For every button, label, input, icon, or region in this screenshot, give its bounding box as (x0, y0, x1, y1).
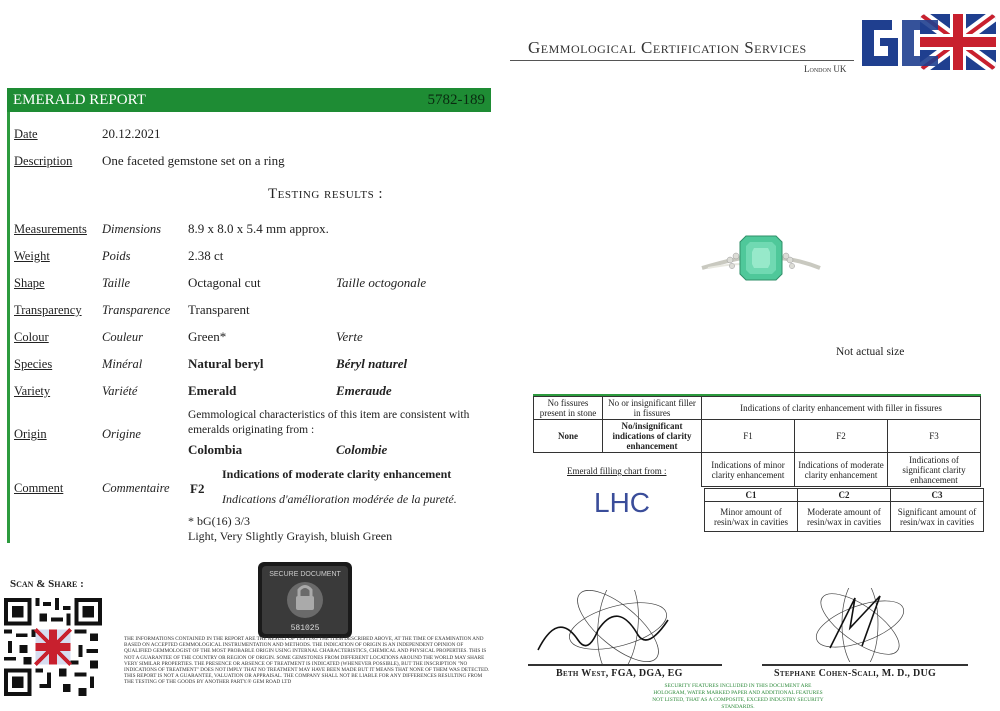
header-indications: Indications of clarity enhancement with filler in fissures (702, 397, 981, 420)
row-value: Natural beryl (188, 356, 264, 371)
scan-share-label: Scan & Share : (10, 578, 84, 590)
hologram-text: SECURE DOCUMENT (269, 571, 341, 578)
row-value: 2.38 ct (188, 248, 224, 263)
row-value-fr: Emeraude (336, 383, 392, 398)
report-number: 5782-189 (427, 92, 485, 108)
row-label: Species (14, 357, 53, 371)
row-value-fr: Taille octogonale (336, 275, 427, 290)
cell-f1: F1 (702, 420, 795, 453)
cell-f2: F2 (795, 420, 888, 453)
emerald-ring-photo (700, 228, 822, 288)
comment-code: F2 (190, 481, 205, 496)
color-description: Light, Very Slightly Grayish, bluish Green (188, 529, 393, 543)
signature-line-right (762, 664, 968, 666)
header-insignificant-filler: No or insignificant filler in fissures (603, 397, 702, 420)
comment-label-fr: Commentaire (102, 481, 170, 495)
cell-c1-desc: Minor amount of resin/wax in cavities (705, 502, 798, 532)
signature-left (528, 590, 698, 664)
row-label-fr: Taille (102, 276, 131, 290)
testing-results-heading: Testing results : (268, 186, 384, 202)
cell-c1: C1 (705, 489, 798, 502)
origin-label: Origin (14, 427, 47, 441)
description-value: One faceted gemstone set on a ring (102, 153, 285, 168)
cell-c3-desc: Significant amount of resin/wax in cavities (891, 502, 984, 532)
row-label: Colour (14, 330, 49, 344)
lhc-logo (590, 484, 650, 518)
security-hologram (258, 562, 352, 638)
row-label-fr: Transparence (102, 303, 171, 317)
cell-c2-desc: Moderate amount of resin/wax in cavities (798, 502, 891, 532)
image-caption: Not actual size (836, 346, 905, 358)
cell-f3-desc: Indications of significant clarity enhancement (888, 453, 981, 487)
cell-f3: F3 (888, 420, 981, 453)
row-value: Emerald (188, 383, 237, 398)
date-label: Date (14, 127, 38, 141)
row-value: Green* (188, 329, 227, 344)
cell-c2: C2 (798, 489, 891, 502)
hologram-number: 581025 (290, 624, 320, 633)
row-label-fr: Couleur (102, 330, 143, 344)
cavity-table (704, 488, 984, 532)
cell-none: None (534, 420, 603, 453)
origin-label-fr: Origine (102, 427, 141, 441)
comment-text: Indications of moderate clarity enhancement (222, 467, 452, 481)
lhc-logo-text: LHC (594, 487, 650, 518)
row-value-fr: Béryl naturel (336, 356, 408, 371)
qr-code[interactable] (4, 598, 102, 696)
row-label: Variety (14, 384, 51, 398)
legal-disclaimer: THE INFORMATIONS CONTAINED IN THE REPORT ARE THE RESULT OF TESTING THE ITEM DESCRIBED ABOVE, AT THE TIME OF EXAMINATION AND BASED ON ACCEPTED GEMMOLOGICAL INSTRUMENTATION AND METHODS. THE INDICATION OF ORIGIN IS AN INDEPENDENT OPINION OF QUALIFIED GEMMOLOGIST OF THE MOST PROBABLE ORIGIN USING INTERNAL CHARACTERISTICS, CHEMICAL AND PHYSICAL PROPERTIES. THIS IS NOT A GUARANTEE OF THE COUNTRY OR REGION OF ORIGIN. SOME GEMSTONES FROM DIFFERENT LOCATIONS AROUND THE WORLD MAY SHARE VERY SIMILAR PROPERTIES. THE PRESENCE OR ABSENCE OF TREATMENT IS INDICATED (WHENEVER POSSIBLE), BUT THE INSCRIPTION "NO INDICATIONS OF TREATMENT" DOES NOT IMPLY THAT NO TREATMENT MAY HAVE BEEN MADE BUT IT MEANS THAT NONE OF THEM WAS DETECTED. THIS REPORT IS NOT A GUARANTEE, VALUATION OR APPRAISAL. THE COMPANY SHALL NOT BE LIABLE FOR ANY DIFFERENCES RESULTING FROM THE TESTING OF THE GOODS BY ANOTHER PARTY.® GEM ROAD LTD (124, 636, 490, 686)
color-code: * bG(16) 3/3 (188, 514, 250, 528)
company-location: London UK (804, 64, 847, 74)
row-label-fr: Poids (102, 249, 131, 263)
row-label-fr: Variété (102, 384, 138, 398)
company-title: Gemmological Certification Services (528, 38, 807, 57)
header-no-fissures: No fissures present in stone (534, 397, 603, 420)
signature-line-left (528, 664, 722, 666)
filling-chart-label: Emerald filling chart from : (567, 466, 667, 476)
signatory-right: Stephane Cohen-Scali, M. D., DUG (774, 668, 937, 679)
row-label: Measurements (14, 222, 87, 236)
row-label: Shape (14, 276, 45, 290)
row-value-fr: Verte (336, 329, 363, 344)
description-label: Description (14, 154, 73, 168)
row-value: 8.9 x 8.0 x 5.4 mm approx. (188, 221, 329, 236)
cell-f2-desc: Indications of moderate clarity enhancement (795, 453, 888, 487)
row-label: Transparency (14, 303, 82, 317)
cell-c3: C3 (891, 489, 984, 502)
date-value: 20.12.2021 (102, 126, 161, 141)
header-divider (510, 60, 854, 61)
security-note: SECURITY FEATURES INCLUDED IN THIS DOCUMENT ARE HOLOGRAM, WATER MARKED PAPER AND ADDITIONAL FEATURES NOT LISTED, THAT AS A COMPOSITE, EXCEED INDUSTRY SECURITY STANDARDS. (652, 683, 824, 710)
row-value: Octagonal cut (188, 275, 261, 290)
row-value: Transparent (188, 302, 250, 317)
comment-text-fr: Indications d'amélioration modérée de la pureté. (222, 492, 457, 506)
row-label: Weight (14, 249, 50, 263)
comment-label: Comment (14, 481, 64, 495)
cell-insignificant: No/insignificant indications of clarity enhancement (603, 420, 702, 453)
row-label-fr: Dimensions (102, 222, 162, 236)
origin-note: Gemmological characteristics of this item are consistent with emeralds originating from : (188, 409, 470, 436)
origin-value: Colombia (188, 442, 243, 457)
report-title: EMERALD REPORT (13, 92, 146, 108)
origin-value-fr: Colombie (336, 442, 388, 457)
signature-right (800, 588, 920, 662)
cell-f1-desc: Indications of minor clarity enhancement (702, 453, 795, 487)
gcs-logo (858, 12, 998, 72)
signatory-left: Beth West, FGA, DGA, EG (556, 668, 683, 679)
report-header-bar (7, 88, 491, 112)
row-label-fr: Minéral (102, 357, 143, 371)
